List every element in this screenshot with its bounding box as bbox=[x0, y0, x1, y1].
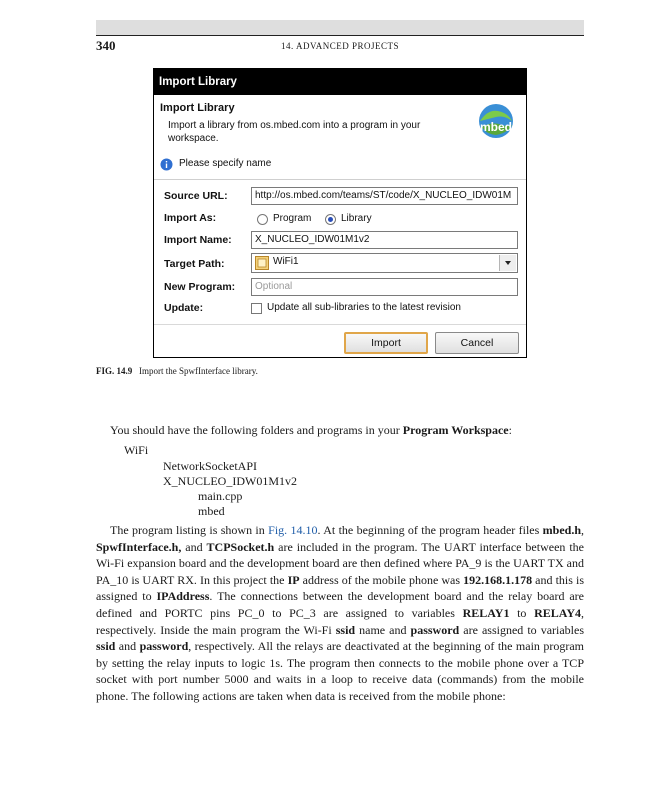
para-bold: ssid bbox=[335, 622, 356, 637]
para-bold: IP bbox=[287, 572, 300, 587]
import-name-label: Import Name: bbox=[164, 234, 232, 246]
para-segment: , respectively. All the relays are deactivated at the beginning of the main program by setting the relay inputs to logic 1s. The program then connects to the mobile phone over a TCP socket with port number 5000 and waits in a loop to receive data (commands) from the mobile phone. The following actions are taken when data is received from the mobile phone: bbox=[96, 639, 585, 703]
para-segment: . The connections between the development board and the relay board are defined and PORTC pins PC_0 to PC_3 are assigned to variables bbox=[96, 589, 584, 620]
body-paragraph bbox=[96, 522, 584, 705]
figure-caption bbox=[96, 366, 258, 376]
source-url-label: Source URL: bbox=[164, 190, 228, 202]
info-icon bbox=[160, 158, 173, 171]
para-segment: address of the mobile phone was bbox=[299, 572, 464, 587]
para-bold: 192.168.1.178 bbox=[463, 572, 533, 587]
source-url-input[interactable]: http://os.mbed.com/teams/ST/code/X_NUCLEO_IDW01M bbox=[251, 187, 518, 205]
running-head: 14. ADVANCED PROJECTS bbox=[280, 41, 400, 51]
para-segment: to bbox=[509, 605, 535, 620]
update-checkbox-label: Update all sub-libraries to the latest revision bbox=[267, 302, 461, 313]
para-segment: , respectively. Inside the main program the Wi-Fi bbox=[96, 605, 584, 637]
target-path-value: WiFi1 bbox=[273, 256, 299, 267]
chevron-down-icon bbox=[500, 255, 516, 271]
update-checkbox[interactable] bbox=[251, 303, 262, 314]
para-segment: and bbox=[181, 539, 207, 554]
figure-caption-text: Import the SpwfInterface library. bbox=[139, 366, 258, 376]
dialog-title: Import Library bbox=[154, 69, 526, 95]
para-segment: . At the beginning of the program header files bbox=[317, 523, 543, 537]
mbed-logo-text: mbed bbox=[479, 120, 513, 134]
target-path-select[interactable] bbox=[251, 253, 518, 273]
tree-item-mbed: mbed bbox=[198, 504, 225, 518]
figure-link[interactable]: Fig. 14.10 bbox=[268, 523, 318, 537]
import-name-input[interactable]: X_NUCLEO_IDW01M1v2 bbox=[251, 231, 518, 249]
intro-colon: : bbox=[508, 423, 512, 437]
mbed-logo-icon bbox=[474, 101, 518, 145]
para-bold: TCPSocket.h bbox=[206, 539, 275, 554]
tree-item-networksocketapi: NetworkSocketAPI bbox=[163, 459, 257, 473]
cancel-button[interactable]: Cancel bbox=[435, 332, 519, 354]
header-band bbox=[96, 20, 584, 35]
update-label: Update: bbox=[164, 302, 204, 314]
para-segment: name and bbox=[355, 622, 411, 637]
info-message: Please specify name bbox=[179, 158, 272, 169]
para-segment: are assigned to variables bbox=[459, 622, 585, 637]
para-segment: , bbox=[581, 523, 585, 537]
page-number: 340 bbox=[96, 38, 116, 53]
tree-item-main-cpp: main.cpp bbox=[198, 489, 243, 503]
dropdown-button[interactable] bbox=[499, 255, 516, 271]
header-rule bbox=[96, 35, 584, 36]
para-bold: SpwfInterface.h, bbox=[96, 539, 182, 554]
info-row bbox=[160, 157, 520, 173]
dialog-heading: Import Library bbox=[160, 102, 235, 114]
radio-library[interactable] bbox=[325, 214, 336, 225]
new-program-input[interactable]: Optional bbox=[251, 278, 518, 296]
para-bold: ssid bbox=[96, 639, 116, 654]
para-segment: are included in the program. The UART interface between the Wi-Fi expansion board and the development board are then defined where PA_9 is the UART TX and PA_10 is UART RX. In this project the bbox=[96, 539, 585, 587]
para-bold: RELAY4 bbox=[534, 605, 581, 620]
dialog-separator bbox=[154, 179, 526, 180]
para-bold: password bbox=[139, 639, 189, 654]
figure-label: FIG. 14.9 bbox=[96, 366, 133, 376]
intro-bold: Program Workspace bbox=[402, 423, 509, 437]
import-as-label: Import As: bbox=[164, 212, 217, 224]
radio-program-label: Program bbox=[273, 213, 312, 224]
para-segment: and bbox=[115, 639, 140, 654]
radio-program[interactable] bbox=[257, 214, 268, 225]
radio-library-label: Library bbox=[341, 213, 372, 224]
intro-paragraph bbox=[110, 423, 512, 438]
dialog-footer-separator bbox=[154, 324, 526, 325]
import-button[interactable]: Import bbox=[344, 332, 428, 354]
dialog-description: Import a library from os.mbed.com into a program in your workspace. bbox=[168, 120, 421, 144]
para-segment: and this is assigned to bbox=[96, 572, 584, 604]
import-as-radio-group bbox=[257, 214, 457, 226]
para-bold: mbed.h bbox=[542, 523, 582, 537]
target-path-label: Target Path: bbox=[164, 258, 225, 270]
tree-item-wifi: WiFi bbox=[124, 443, 149, 457]
para-bold: IPAddress bbox=[156, 589, 210, 604]
intro-text: You should have the following folders and programs in your bbox=[110, 423, 403, 437]
tree-item-x-nucleo: X_NUCLEO_IDW01M1v2 bbox=[163, 474, 297, 488]
para-bold: password bbox=[410, 622, 460, 637]
new-program-label: New Program: bbox=[164, 281, 236, 293]
para-segment: The program listing is shown in bbox=[110, 523, 269, 537]
folder-icon bbox=[255, 256, 269, 270]
para-bold: RELAY1 bbox=[462, 605, 510, 620]
import-library-dialog bbox=[153, 68, 527, 358]
